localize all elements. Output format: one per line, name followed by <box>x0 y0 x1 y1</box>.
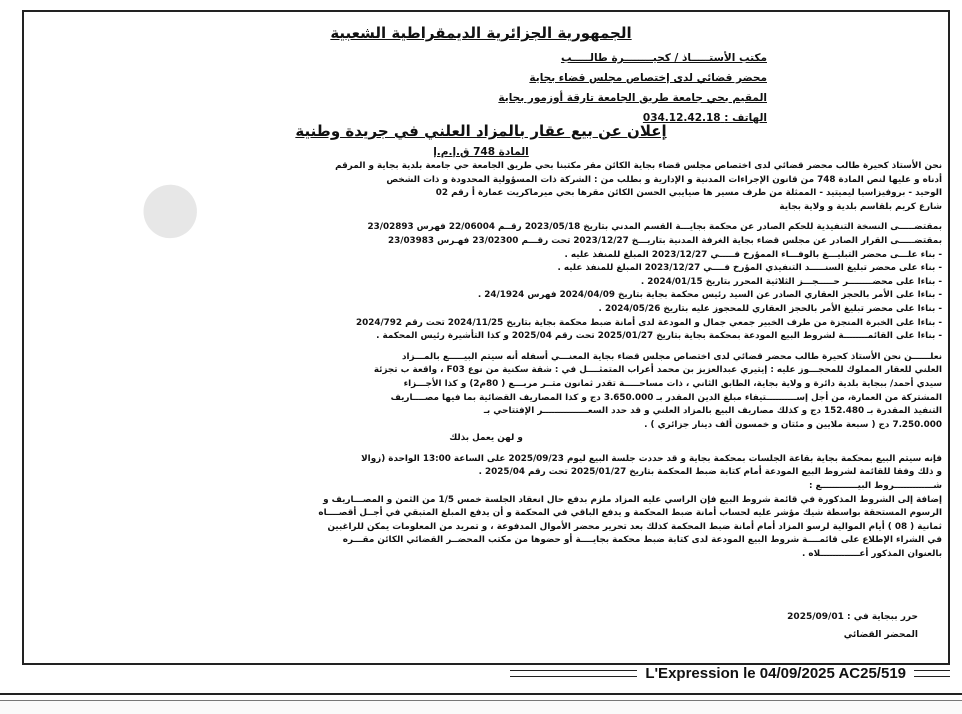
office-address: المقيم بحي جامعة طريق الجامعة تارقة أوزمور بجاية <box>498 92 767 104</box>
legal-basis-item: - بناءا على محضر تبليغ الأمر بالحجز العقاري للمحجوز عليه بتاريخ 2024/05/26 . <box>598 303 942 314</box>
notice-closing: و لهن يعمل بذلك <box>449 433 523 444</box>
conditions-heading: شـــــــــــــروط البيــــــــــــع : <box>808 481 942 492</box>
phone-label: الهاتف : <box>724 112 767 124</box>
watermark: ● <box>121 155 214 257</box>
page-bottom-rule <box>0 693 962 695</box>
legal-basis-item: - بناء علـــى محضر التبليـــغ بالوفـــاء الممؤرخ فـــــي 2023/12/27 المبلغ للمنفذ عليه . <box>564 249 942 260</box>
office-jurisdiction: محضر قضائي لدى إختصاص مجلس قضاء بجاية <box>529 72 767 84</box>
legal-basis-item: بمقتضـــــى القرار الصادر عن مجلس قضاء بجاية الغرفة المدنية بتاريـــخ 2023/12/27 تحت رقـــم 23/02300 فهـرس 23/03983 <box>387 235 942 246</box>
notice-line: 7.250.000 دج ( سبعة ملايين و مئتان و خمسون ألف دينار جزائري ) . <box>644 419 942 430</box>
legal-basis-item: بمقتضـــــى النسخة التنفيذية للحكم الصادر عن محكمة بجايـــة القسم المدني بتاريخ 2023/05/18 رقــم 22/06004 فهرس 23/02893 <box>367 222 942 233</box>
signature-block <box>787 608 918 644</box>
condition-line: في الشراء الإطلاع على قائمــــة شروط البيع المودعة لدى كتابة ضبط محكمة بجايــــة أو حضوها من مكتب المحضــر القضائي الكائن مقـــره <box>342 535 942 546</box>
sale-line: و ذلك وفقا للقائمة لشروط البيع المودعة أمام كتابة ضبط المحكمة بتاريخ 2025/01/27 تحت رقم 2025/04 . <box>478 467 942 478</box>
condition-line: ثمانية ( 08 ) أيام الموالية لرسو المزاد أمام أمانة ضبط المحكمة كذلك بعد تحرير محضر الأموال المدفوعة ، و تمريد من المعلومات يمكن للراغبين <box>327 521 942 532</box>
office-name: مكتب الأستـــــاذ / كحيــــــــرة طالـــــب <box>560 52 767 64</box>
intro-line: أدناه و عليها لنص المادة 748 من قانون الإجراءات المدنية و الإدارية و بطلب من : الشركة ذات المسؤولية المحدودة و ذات الشخص <box>386 174 942 185</box>
bailiff-office-block <box>347 48 767 128</box>
legal-basis-item: - بناء على محضر تبليغ السنـــــد التنفيذي المؤرخ فــــي 2023/12/27 المبلغ للمنفذ عليه . <box>557 263 942 274</box>
condition-line: الرسوم المستحقة بواسطة شيك مؤشر عليه لحساب أمانة ضبط المحكمة و يدفع الباقي في المحكمة و أن يدفع المبلغ المتبقي في أجــل أقصــــاه <box>318 508 942 519</box>
phone-number: 034.12.42.18 <box>642 112 721 124</box>
legal-basis-item: - بناءا على محضــــــــر حـــــجـــز الثلاثية المحرر بتاريخ 2024/01/15 . <box>640 276 942 287</box>
signature-date: حرر ببجاية في : 2025/09/01 <box>787 612 918 622</box>
notice-line: نعلــــــن نحن الأستاذ كحيرة طالب محضر قضائي لدى اختصاص مجلس قضاء بجاية المعنـــي أسفله أنه سيتم البيـــــع بالمـــزاد <box>401 351 942 362</box>
notice-line: التنفيذ المقدرة بـ 152.480 دج و كذلك مصاريف البيع بالمزاد العلني و قد حدد السعـــــــــــــــر الإفتتاحي بـ <box>483 406 942 417</box>
intro-line: نحن الأستاذ كحيرة طالب محضر قضائي لدى اختصاص مجلس قضاء بجاية الكائن مقر مكتبنا بحي طريق الجامعة حي جامعة بلدية بجاية و المرقم <box>335 161 942 171</box>
reference-rule-right <box>914 670 950 677</box>
publication-reference: L'Expression le 04/09/2025 AC25/519 <box>645 664 906 682</box>
condition-line: بالعنوان المذكور أعـــــــــــــلاه . <box>801 549 942 560</box>
condition-line: إضافة إلى الشروط المذكورة في قائمة شروط البيع فإن الراسي عليه المزاد ملزم بدفع حال انعقاد الجلسة خمس 1/5 من الثمن و المصـــاريف و <box>323 494 942 505</box>
publication-reference-bar <box>510 662 950 684</box>
legal-basis-item: - بناءا على الأمر بالحجز العقاري الصادر عن السيد رئيس محكمة بجاية بتاريخ 2024/04/09 فهرس 24/1924 . <box>477 290 942 301</box>
announcement-body <box>30 160 942 562</box>
intro-line: شارع كريم بلقاسم بلدية و ولاية بجاية <box>779 201 942 212</box>
intro-line: الوحيد - بروفيزاسيا ليميتيد - الممثلة من طرف مسير ها صيايبي الحسن الكائن مقرها بحي ميرماكريت عمارة أ رقم 02 <box>435 188 942 199</box>
reference-rule-left <box>510 670 637 677</box>
article-reference: المادة 748 ق.إ.م.إ <box>433 146 529 158</box>
notice-line: المشتركة من العمارة، من أجل إســــــــــتيفاء مبلغ الدين المقدر بـ 3.650.000 دج و كذا المصاريف القضائية بما فيها مصــــاريف <box>390 392 942 403</box>
legal-basis-item: - بناءا على القائمــــــــة لشروط البيع المودعة بمحكمة بجاية بتاريخ 2025/01/27 تحت رقم 2025/04 و كذا التأشيرة رئيس المحكمة . <box>376 331 942 342</box>
next-ad-edge <box>0 700 962 714</box>
sale-line: فإنه سيتم البيع بمحكمة بجاية بقاعة الجلسات بمحكمة بجاية و قد حددت جلسة البيع ليوم 2025/09/23 على الساعة 13:00 الواحدة (زوالا <box>361 453 942 464</box>
legal-basis-item: - بناءا على الخبرة المنجزة من طرف الخبير جمعي جمال و المودعة لدى أمانة ضبط محكمة بجاية بتاريخ 2024/11/25 تحت رقم 2024/792 <box>355 317 942 328</box>
republic-heading: الجمهورية الجزائرية الديمقراطية الشعبية <box>330 24 632 42</box>
announcement-title: إعلان عن بيع عقار بالمزاد العلني في جريدة وطنية <box>295 122 667 140</box>
notice-line: سيدي أحمد/ ببجاية بلدية دائرة و ولاية بجاية، الطابق الثاني ، ذات مساحـــــة تقدر ثمانون متــر مربـــع ( 80م2) و كذا الأجـــزاء <box>403 378 942 389</box>
notice-line: العلني للعقار المملوك للمحجـــوز عليه : إيتيري عبدالعزيز بن محمد أعراب المتمثــــل في : شقة سكنية من نوع F03 ، واقعة ب تجزئة <box>373 365 942 376</box>
signature-title: المحضر القضائي <box>843 630 918 640</box>
